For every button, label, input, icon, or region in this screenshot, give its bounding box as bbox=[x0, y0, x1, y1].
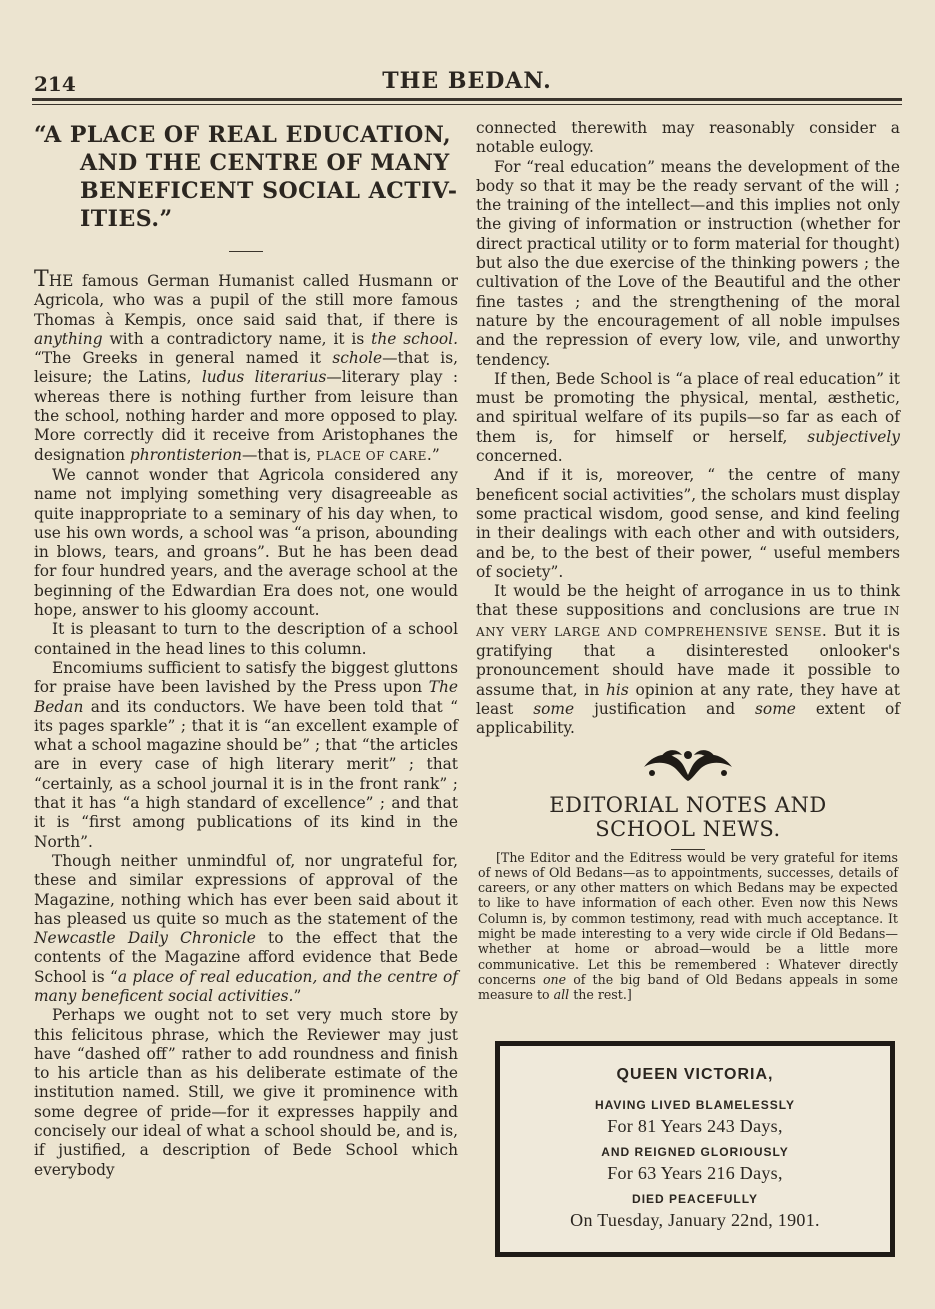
p11-text-i: extent of applicability. bbox=[476, 699, 900, 738]
paragraph-5 bbox=[34, 852, 458, 1006]
p9-italic-subjectively: subjectively bbox=[807, 427, 900, 446]
news-editorial-note bbox=[476, 850, 900, 1003]
p1-text-g: —that is, leisure; the Latins, bbox=[34, 349, 458, 387]
p1-italic-phrontisterion: phrontisterion bbox=[129, 445, 242, 464]
p11-italic-some-2: some bbox=[755, 699, 796, 718]
note-text-c: of the big band of Old Bedans appeals in some measure to bbox=[478, 971, 898, 1003]
p1-text-m: .” bbox=[426, 445, 440, 464]
p1-text-a: HE famous German Humanist called Husmann or Agricola, who was a pupil of the still more famous Thomas à Kempis, once said said that, if there is bbox=[34, 272, 458, 329]
paragraph-7: connected therewith may reasonably consider a notable eulogy. bbox=[476, 119, 900, 157]
header-rule bbox=[32, 98, 902, 101]
p11-text-e: opinion at any rate, they have at least bbox=[476, 680, 900, 718]
paragraph-9 bbox=[476, 370, 900, 466]
memorial-line-2: HAVING LIVED BLAMELESSLY bbox=[594, 1098, 796, 1112]
left-column bbox=[34, 121, 458, 1180]
note-italic-one: one bbox=[542, 971, 567, 987]
drop-cap: T bbox=[34, 267, 49, 292]
fleuron-ornament-icon bbox=[640, 745, 736, 785]
p4-text-c: and its conductors. We have been told that “ its pages sparkle” ; that it is “an excellent example of what a school magazine should be” ; that “the articles are in every case of high literary merit” ; that “certainly, as a school journal it is in the front rank” ; that it has “a high standard of excellence” ; and that it is “first among publications of its kind in the North”. bbox=[34, 697, 458, 851]
journal-title: THE BEDAN. bbox=[382, 68, 552, 94]
paragraph-4 bbox=[34, 659, 458, 852]
p1-smallcaps-place-of-care: PLACE OF CARE bbox=[316, 448, 427, 463]
memorial-line-1: QUEEN VICTORIA, bbox=[616, 1066, 774, 1083]
page-number: 214 bbox=[34, 72, 76, 96]
p5-text-c: to the effect that the contents of the Magazine afford evidence that Bede School is “ bbox=[34, 929, 458, 986]
paragraph-11 bbox=[476, 582, 900, 738]
p5-italic-quote: a place of real education, and the centre of many beneficent social activities. bbox=[34, 967, 458, 1005]
news-title-line-1: EDITORIAL NOTES AND bbox=[549, 792, 827, 817]
p5-italic-newspaper: Newcastle Daily Chronicle bbox=[34, 929, 256, 948]
queen-victoria-memorial-box bbox=[495, 1041, 895, 1257]
note-text-e: the rest.] bbox=[569, 987, 632, 1003]
p1-italic-anything: anything bbox=[34, 329, 103, 348]
headline-line-4: ITIES.” bbox=[80, 206, 173, 232]
p11-italic-some-1: some bbox=[533, 699, 575, 718]
memorial-line-4: AND REIGNED GLORIOUSLY bbox=[601, 1145, 789, 1159]
news-title-line-2: SCHOOL NEWS. bbox=[595, 816, 781, 841]
p1-italic-schole: schole bbox=[332, 349, 383, 368]
p5-text-a: Though neither unmindful of, nor ungrateful for, these and similar expressions of approval of the Magazine, nothing which has ever been said about it has pleased us quite so much as the statement of the bbox=[34, 851, 458, 928]
p9-text-c: concerned. bbox=[476, 447, 563, 466]
headline-divider bbox=[229, 251, 263, 252]
p4-italic-the-bedan: The Bedan bbox=[34, 678, 458, 716]
p1-text-i: —literary play : whereas there is nothing further from leisure than the school, nothing harder and more opposed to play. More correctly did it receive from Aristophanes the designation bbox=[34, 368, 458, 464]
p1-italic-the-school: the school. bbox=[371, 329, 459, 348]
paragraph-10: And if it is, moreover, “ the centre of many beneficent social activities”, the scholars must display some practical wisdom, good sense, and kind feeling in their dealings with each other and with outsiders, and be, to the best of their power, “ useful members of society”. bbox=[476, 466, 900, 581]
running-head bbox=[34, 66, 900, 96]
p11-smallcaps: IN ANY VERY LARGE AND COMPREHENSIVE SENSE bbox=[476, 604, 900, 639]
headline-line-2: AND THE CENTRE OF MANY bbox=[80, 150, 450, 176]
p11-text-c: . But it is gratifying that a disinterested onlooker's pronouncement should have made it possible to assume that, in bbox=[476, 621, 900, 699]
right-column bbox=[476, 119, 900, 1002]
paragraph-8: For “real education” means the development of the body so that it may be the ready servant of the will ; the training of the intellect—and this implies not only the giving of information or instruction (whether for direct practical utility or to form material for thought) but also the due exercise of the thinking powers ; the cultivation of the Love of the Beautiful and the other fine tastes ; and the strengthening of the moral nature by the encouragement of all noble impulses and the repression of every low, vile, and unworthy tendency. bbox=[476, 157, 900, 369]
paragraph-6: Perhaps we ought not to set very much store by this felicitous phrase, which the Reviewer may just have “dashed off” rather to add roundness and finish to his article than as his deliberate estimate of the institution named. Still, we give it prominence with some degree of pride—for it expresses happily and concisely our ideal of what a school should be, and is, if justified, a description of Bede School which everybody bbox=[34, 1006, 458, 1179]
note-italic-all: all bbox=[553, 987, 570, 1003]
p11-text-g: justification and bbox=[574, 699, 756, 718]
p4-text-a: Encomiums sufficient to satisfy the biggest gluttons for praise have been lavished by the Press upon bbox=[34, 658, 458, 697]
p11-italic-his: his bbox=[606, 680, 629, 699]
p11-text-a: It would be the height of arrogance in us to think that these suppositions and conclusions are true bbox=[476, 582, 900, 620]
p5-text-e: ” bbox=[293, 986, 302, 1005]
p1-text-c: with a contradictory name, it is bbox=[102, 329, 372, 348]
paragraph-2: We cannot wonder that Agricola considered any name not implying something very disagreeable as quite inappropriate to a seminary of his day when, to use his own words, a school was “a prison, abounding in blows, tears, and groans”. But he has been dead for four hundred years, and the average school at the beginning of the Edwardian Era does not, one would hope, answer to his gloomy account. bbox=[34, 465, 458, 620]
p1-text-k: —that is, bbox=[241, 445, 317, 464]
note-text-a: [The Editor and the Editress would be very grateful for items of news of Old Bedans—as to appointments, successes, details of careers, or any other matters on which Bedans may be expected to like to have information of each other. Even now this News Column is, by common testimony, read with much acceptance. It might be made interesting to a very wide circle if Old Bedans—whether at home or abroad—would be a little more communicative. Let this be remembered : Whatever directly concerns bbox=[478, 849, 898, 987]
memorial-line-5: For 63 Years 216 Days, bbox=[607, 1163, 783, 1183]
paragraph-3: It is pleasant to turn to the description of a school contained in the head lines to this column. bbox=[34, 620, 458, 658]
headline-line-1: “A PLACE OF REAL EDUCATION, bbox=[34, 122, 452, 148]
p9-text-a: If then, Bede School is “a place of real education” it must be promoting the physical, mental, æsthetic, and spiritual welfare of its pupils—so far as each of them is, for himself or herself, bbox=[476, 369, 900, 446]
memorial-line-7: On Tuesday, January 22nd, 1901. bbox=[570, 1210, 820, 1230]
article-headline bbox=[34, 121, 458, 233]
memorial-line-3: For 81 Years 243 Days, bbox=[607, 1116, 783, 1136]
p1-text-e: “The Greeks in general named it bbox=[34, 349, 333, 368]
news-section-title bbox=[476, 793, 900, 841]
headline-line-3: BENEFICENT SOCIAL ACTIV- bbox=[80, 178, 458, 204]
p1-italic-ludus: ludus literarius bbox=[201, 368, 327, 387]
memorial-line-6: DIED PEACEFULLY bbox=[632, 1192, 758, 1206]
header-rule-thin bbox=[32, 104, 902, 105]
paragraph-1 bbox=[34, 267, 459, 466]
